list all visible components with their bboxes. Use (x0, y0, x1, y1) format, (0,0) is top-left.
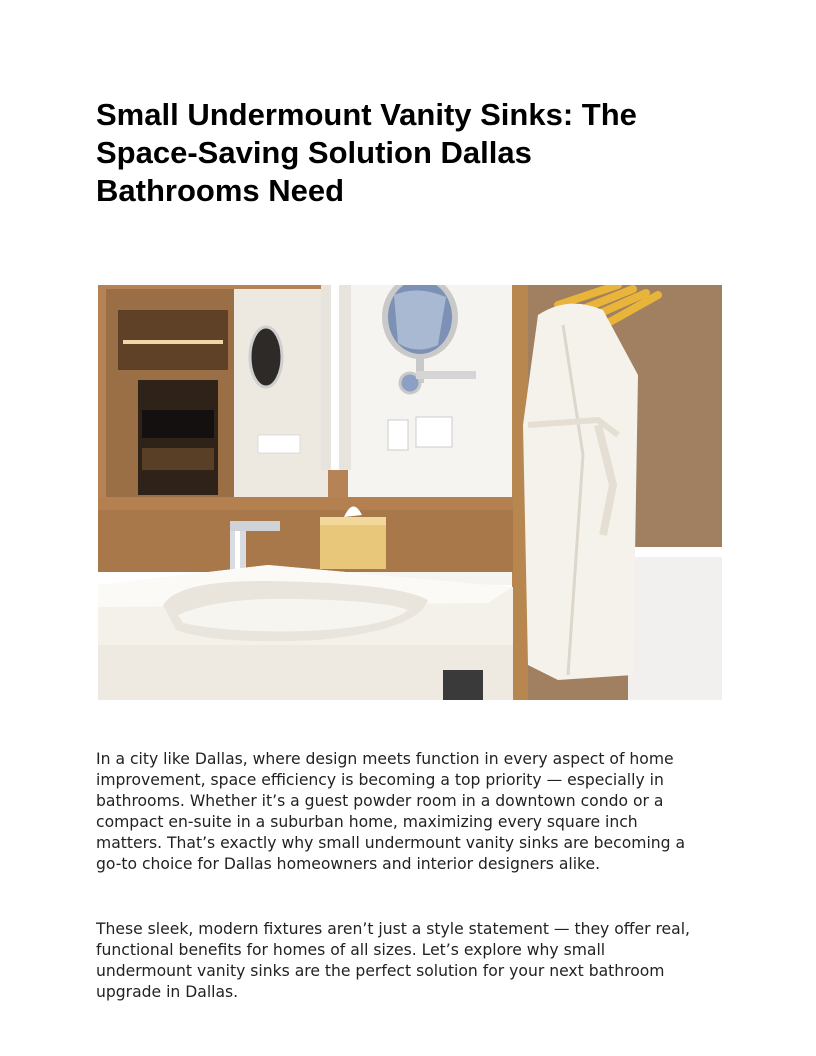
faucet-handle (230, 521, 280, 531)
reflected-makeup-mirror (250, 327, 282, 387)
outlet (416, 417, 452, 447)
intro-paragraph: In a city like Dallas, where design meets function in every aspect of home improvement, space efficiency is becoming a top priority — especially in bathrooms. Whether it’s a guest powder room in a downtown condo or a compact en-suite in a suburban home, maximizing every square inch matters. That’s exactly why small undermount vanity sinks are becoming a go-to choice for Dallas homeowners and interior designers alike. (96, 750, 686, 873)
article-title: Small Undermount Vanity Sinks: The Space-Saving Solution Dallas Bathrooms Need (96, 97, 637, 208)
bathroom-vanity-photo (98, 285, 722, 700)
bathtub (628, 547, 722, 700)
outlet (388, 420, 408, 450)
towel-bar (443, 670, 483, 700)
benefits-paragraph: These sleek, modern fixtures aren’t just a style statement — they offer real, functional benefits for homes of all sizes. Let’s explore why small undermount vanity sinks are the perfect solution for your next bathroom upgrade in Dallas. (96, 920, 690, 1001)
